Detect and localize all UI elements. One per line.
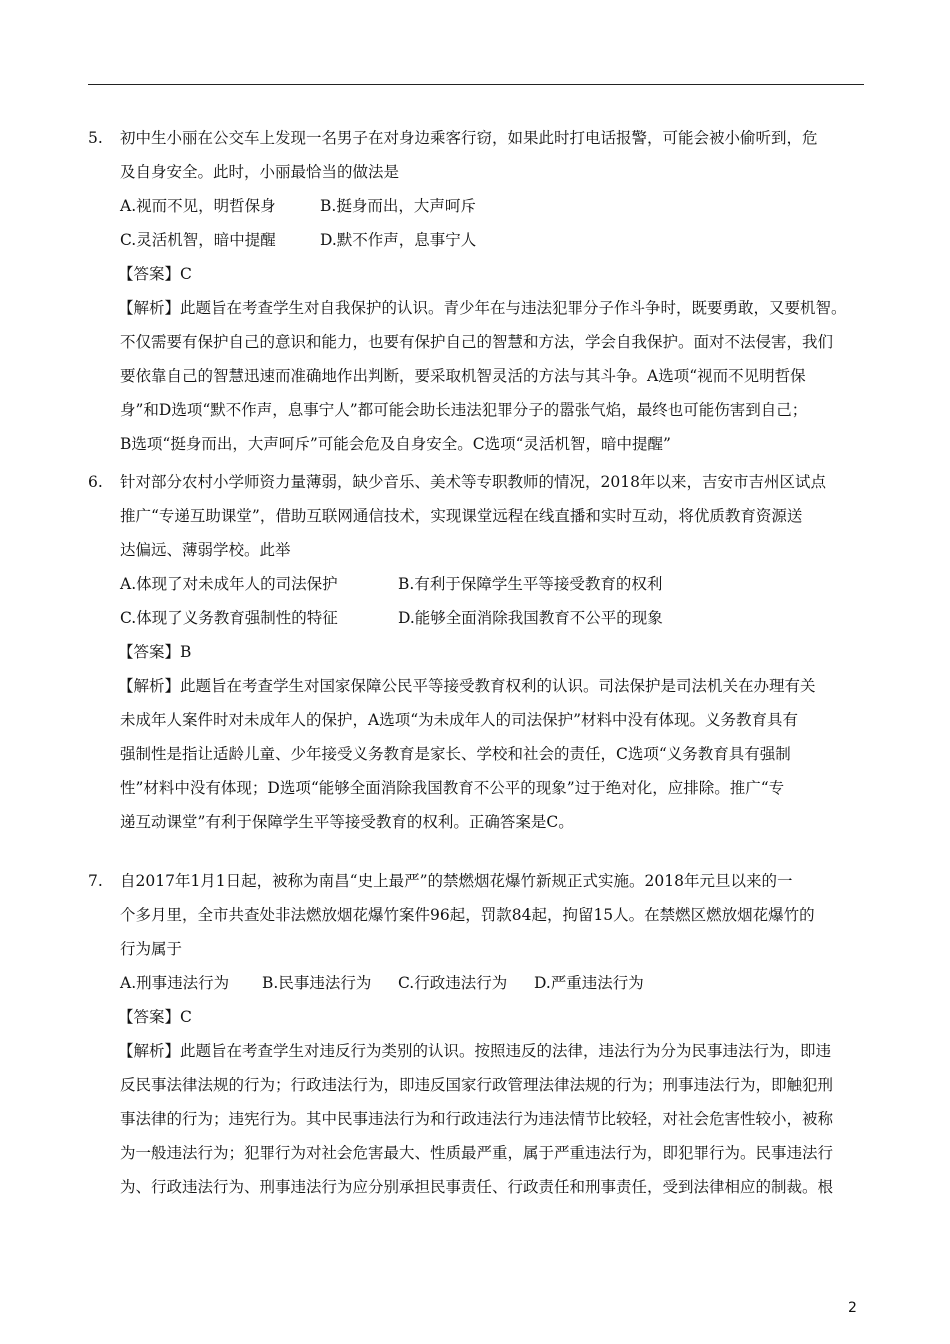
options-row [88, 567, 868, 601]
analysis-line: 【解析】此题旨在考查学生对违反行为类别的认识。按照违反的法律，违法行为分为民事违法行为，即违 [118, 1042, 832, 1060]
options-row [88, 189, 868, 223]
question-number: 7. [88, 872, 103, 890]
analysis-line: B选项“挺身而出，大声呵斥”可能会危及自身安全。C选项“灵活机智，暗中提醒” [120, 435, 671, 453]
analysis-line: 身”和D选项“默不作声，息事宁人”都可能会助长违法犯罪分子的嚣张气焰，最终也可能伤害到自己； [120, 401, 808, 419]
option-b: B.有利于保障学生平等接受教育的权利 [398, 575, 663, 593]
header-rule [88, 84, 864, 85]
question-6 [88, 465, 868, 839]
question-5 [88, 121, 868, 461]
question-number: 5. [88, 129, 103, 147]
answer: 【答案】C [118, 265, 192, 283]
question-stem-line: 5. 初中生小丽在公交车上发现一名男子在对身边乘客行窃，如果此时打电话报警，可能会被小偷听到，危 [88, 121, 868, 155]
analysis-line: 为、行政违法行为、刑事违法行为应分别承担民事责任、行政责任和刑事责任，受到法律相应的制裁。根 [120, 1178, 834, 1196]
option-a: A.体现了对未成年人的司法保护 [120, 575, 338, 593]
analysis-line: 【解析】此题旨在考查学生对自我保护的认识。青少年在与违法犯罪分子作斗争时，既要勇敢，又要机智。 [118, 299, 847, 317]
option-d: D.严重违法行为 [534, 974, 644, 992]
question-stem-line: 个多月里，全市共查处非法燃放烟花爆竹案件96起，罚款84起，拘留15人。在禁燃区燃放烟花爆竹的 [120, 906, 815, 924]
analysis-line: 要依靠自己的智慧迅速而准确地作出判断，要采取机智灵活的方法与其斗争。A选项“视而不见明哲保 [120, 367, 806, 385]
option-d: D.能够全面消除我国教育不公平的现象 [398, 609, 663, 627]
analysis-line: 事法律的行为；违宪行为。其中民事违法行为和行政违法行为违法情节比较轻，对社会危害性较小，被称 [120, 1110, 834, 1128]
options-row [88, 223, 868, 257]
options-row [88, 601, 868, 635]
analysis-line: 性”材料中没有体现；D选项“能够全面消除我国教育不公平的现象”过于绝对化，应排除。推广“专 [120, 779, 785, 797]
analysis-line: 未成年人案件时对未成年人的保护，A选项“为未成年人的司法保护”材料中没有体现。义务教育具有 [120, 711, 799, 729]
question-stem-line: 6. 针对部分农村小学师资力量薄弱，缺少音乐、美术等专职教师的情况，2018年以来，吉安市吉州区试点 [88, 465, 868, 499]
question-7 [88, 864, 868, 1204]
option-d: D.默不作声，息事宁人 [320, 231, 477, 249]
question-stem-line: 行为属于 [120, 940, 183, 958]
question-stem-line: 推广“专递互助课堂”，借助互联网通信技术，实现课堂远程在线直播和实时互动，将优质教育资源送 [120, 507, 803, 525]
option-c: C.灵活机智，暗中提醒 [120, 231, 276, 249]
question-stem-line: 及自身安全。此时，小丽最恰当的做法是 [120, 163, 400, 181]
option-c: C.体现了义务教育强制性的特征 [120, 609, 338, 627]
answer: 【答案】C [118, 1008, 192, 1026]
answer: 【答案】B [118, 643, 192, 661]
option-c: C.行政违法行为 [398, 974, 508, 992]
analysis-line: 递互动课堂”有利于保障学生平等接受教育的权利。正确答案是C。 [120, 813, 574, 831]
option-a: A.刑事违法行为 [120, 974, 230, 992]
analysis-line: 强制性是指让适龄儿童、少年接受义务教育是家长、学校和社会的责任，C选项“义务教育具有强制 [120, 745, 791, 763]
analysis-line: 反民事法律法规的行为；行政违法行为，即违反国家行政管理法律法规的行为；刑事违法行为，即触犯刑 [120, 1076, 834, 1094]
analysis-line: 【解析】此题旨在考查学生对国家保障公民平等接受教育权利的认识。司法保护是司法机关在办理有关 [118, 677, 816, 695]
analysis-line: 不仅需要有保护自己的意识和能力，也要有保护自己的智慧和方法，学会自我保护。面对不法侵害，我们 [120, 333, 834, 351]
options-row [88, 966, 868, 1000]
question-stem-line: 7. 自2017年1月1日起，被称为南昌“史上最严”的禁燃烟花爆竹新规正式实施。2018年元旦以来的一 [88, 864, 868, 898]
option-b: B.挺身而出，大声呵斥 [320, 197, 476, 215]
question-stem-line: 达偏远、薄弱学校。此举 [120, 541, 291, 559]
page-number: 2 [848, 1300, 857, 1316]
question-number: 6. [88, 473, 103, 491]
analysis-line: 为一般违法行为；犯罪行为对社会危害最大、性质最严重，属于严重违法行为，即犯罪行为。民事违法行 [120, 1144, 834, 1162]
option-a: A.视而不见，明哲保身 [120, 197, 276, 215]
option-b: B.民事违法行为 [262, 974, 372, 992]
